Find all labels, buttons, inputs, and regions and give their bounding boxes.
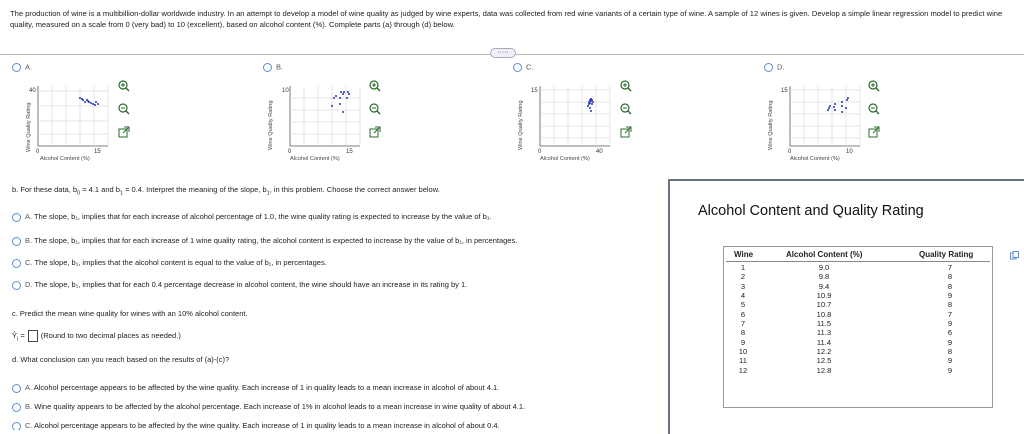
graph-option-b[interactable]: B. [263, 62, 283, 72]
table-cell: 6 [740, 309, 746, 319]
table-cell: 11.3 [816, 328, 832, 338]
table-cell: 12.5 [816, 356, 832, 366]
col-header-alcohol: Alcohol Content (%) [786, 250, 863, 259]
problem-intro: The production of wine is a multibillion-dollar worldwide industry. In an attempt to develop a model of wine quality as judged by wine experts, data was collected from red wine variants of a certain type of wine. A sample of 12 wines is given. Develop a simple linear regression model to predict wine quality, measured on a scale from 0 (very bad) to 10 (excellent), based on alcohol content (%). Complete parts (a) through (d) below. [10, 9, 1003, 29]
radio-d-b[interactable] [12, 403, 21, 412]
x-axis-label-d: Alcohol Content (%) [790, 156, 840, 162]
table-cell: 11.4 [816, 337, 832, 347]
zoom-in-icon[interactable] [620, 80, 632, 92]
table-cell: 8 [947, 347, 953, 357]
graph-d-tools [868, 80, 880, 149]
col-header-quality: Quality Rating [919, 250, 974, 259]
col-wine [732, 263, 754, 375]
header-divider [726, 261, 990, 262]
x-axis-label-c: Alcohol Content (%) [540, 156, 590, 162]
data-panel [668, 179, 1024, 434]
table-cell: 12 [738, 365, 748, 375]
y-axis-label-d: Wine Quality Rating [768, 100, 774, 150]
y-axis-label-c: Wine Quality Rating [518, 100, 524, 150]
zoom-in-icon[interactable] [118, 80, 130, 92]
zoom-out-icon[interactable] [868, 103, 880, 115]
graph-a: 40 0 15 [38, 86, 108, 148]
copy-icon[interactable] [1010, 251, 1019, 260]
zoom-out-icon[interactable] [620, 103, 632, 115]
graph-b-tools [369, 80, 381, 149]
popout-icon[interactable] [868, 126, 880, 138]
col-alcohol [812, 263, 836, 375]
table-cell: 8 [740, 328, 746, 338]
scatter-a [38, 86, 108, 146]
table-cell: 8 [947, 281, 953, 291]
table-cell: 8 [947, 272, 953, 282]
radio-d-c[interactable] [12, 422, 21, 430]
radio-b-b[interactable] [12, 237, 21, 246]
radio-b[interactable] [263, 63, 272, 72]
expand-button[interactable]: ····· [490, 48, 516, 58]
table-cell: 9.0 [818, 263, 830, 272]
popout-icon[interactable] [118, 126, 130, 138]
table-cell: 9 [947, 337, 953, 347]
part-b-prompt: b. For these data, $b_0 = 4.1$ and $b_1 = 0.4$. Interpret the meaning of the slope, $b_1$, in this problem. Choose the correct answer below. [12, 185, 440, 197]
graph-option-c[interactable]: C. [513, 62, 534, 72]
graph-option-a[interactable]: A. [12, 62, 32, 72]
table-cell: 6 [947, 328, 953, 338]
part-d-option-a[interactable]: A. Alcohol percentage appears to be affected by the wine quality. Each increase of 1 in quality leads to a mean increase in alcohol of about 4.1. [12, 383, 499, 393]
table-cell: 3 [740, 281, 746, 291]
radio-a[interactable] [12, 63, 21, 72]
scatter-d [790, 86, 860, 146]
answer-input[interactable] [28, 330, 38, 342]
col-header-wine: Wine [734, 250, 754, 259]
zoom-in-icon[interactable] [868, 80, 880, 92]
graph-a-tools [118, 80, 130, 149]
scatter-b [290, 86, 360, 146]
popout-icon[interactable] [620, 126, 632, 138]
graph-option-d[interactable]: D. [764, 62, 785, 72]
table-cell: 9 [947, 291, 953, 301]
radio-c[interactable] [513, 63, 522, 72]
table-cell: 12.2 [816, 347, 832, 357]
radio-b-c[interactable] [12, 259, 21, 268]
graph-d: 15 0 10 [790, 86, 860, 148]
zoom-out-icon[interactable] [118, 103, 130, 115]
table-cell: 4 [740, 291, 746, 301]
table-cell: 9.4 [818, 281, 830, 291]
table-cell: 7 [947, 263, 953, 272]
table-cell: 8 [947, 300, 953, 310]
part-c-prompt: c. Predict the mean wine quality for wines with an 10% alcohol content. [12, 309, 248, 318]
x-axis-label-a: Alcohol Content (%) [40, 156, 90, 162]
table-cell: 11 [739, 356, 747, 366]
table-cell: 9 [947, 356, 953, 366]
y-axis-label-a: Wine Quality Rating [26, 102, 32, 152]
scatter-c [540, 86, 610, 146]
table-cell: 1 [740, 263, 746, 272]
part-d-option-b[interactable]: B. Wine quality appears to be affected by the alcohol percentage. Each increase of 1% in alcohol leads to a mean increase in wine quality of about 4.1. [12, 402, 525, 412]
part-b-option-a[interactable]: A. The slope, b₁, implies that for each increase of alcohol percentage of 1.0, the wine quality rating is expected to increase by the value of b₁. [12, 212, 491, 222]
popout-icon[interactable] [369, 126, 381, 138]
y-axis-label-b: Wine Quality Rating [268, 100, 274, 150]
zoom-out-icon[interactable] [369, 103, 381, 115]
part-b-option-c[interactable]: C. The slope, b₁, implies that the alcohol content is equal to the value of b₁, in percentages. [12, 258, 327, 268]
table-cell: 5 [740, 300, 746, 310]
table-cell: 9.8 [818, 272, 830, 282]
part-b-option-d[interactable]: D. The slope, b₁, implies that for each 0.4 percentage decrease in alcohol content, the wine should have an increase in its rating by 1. [12, 280, 467, 290]
table-cell: 10.9 [816, 291, 832, 301]
part-d-option-c[interactable]: C. Alcohol percentage appears to be affected by the wine quality. Each increase of 1 in quality leads to a mean increase in alcohol of about 0.4. [12, 421, 500, 430]
radio-b-d[interactable] [12, 281, 21, 290]
table-cell: 10 [738, 347, 748, 357]
table-cell: 2 [740, 272, 746, 282]
table-cell: 9 [947, 319, 953, 329]
zoom-in-icon[interactable] [369, 80, 381, 92]
x-axis-label-b: Alcohol Content (%) [290, 156, 340, 162]
radio-d[interactable] [764, 63, 773, 72]
graph-c: 15 0 40 [540, 86, 610, 148]
radio-b-a[interactable] [12, 213, 21, 222]
part-c-answer-row: $Ŷ_i$ = (Round to two decimal places as needed.) [12, 330, 181, 343]
table-cell: 12.8 [816, 365, 832, 375]
part-b-option-b[interactable]: B. The slope, b₁, implies that for each increase of 1 wine quality rating, the alcohol content is expected to increase by the value of b₁, in percentages. [12, 236, 517, 246]
radio-d-a[interactable] [12, 384, 21, 393]
table-cell: 9 [947, 365, 953, 375]
graph-c-tools [620, 80, 632, 149]
table-cell: 9 [740, 337, 746, 347]
table-cell: 10.8 [816, 309, 832, 319]
table-cell: 11.5 [816, 319, 832, 329]
graph-b: 10 0 15 [290, 86, 360, 148]
part-d-prompt: d. What conclusion can you reach based on the results of (a)-(c)? [12, 355, 230, 364]
col-quality [940, 263, 960, 375]
data-panel-title: Alcohol Content and Quality Rating [698, 203, 924, 219]
table-cell: 10.7 [816, 300, 832, 310]
table-cell: 7 [740, 319, 746, 329]
table-cell: 7 [947, 309, 953, 319]
